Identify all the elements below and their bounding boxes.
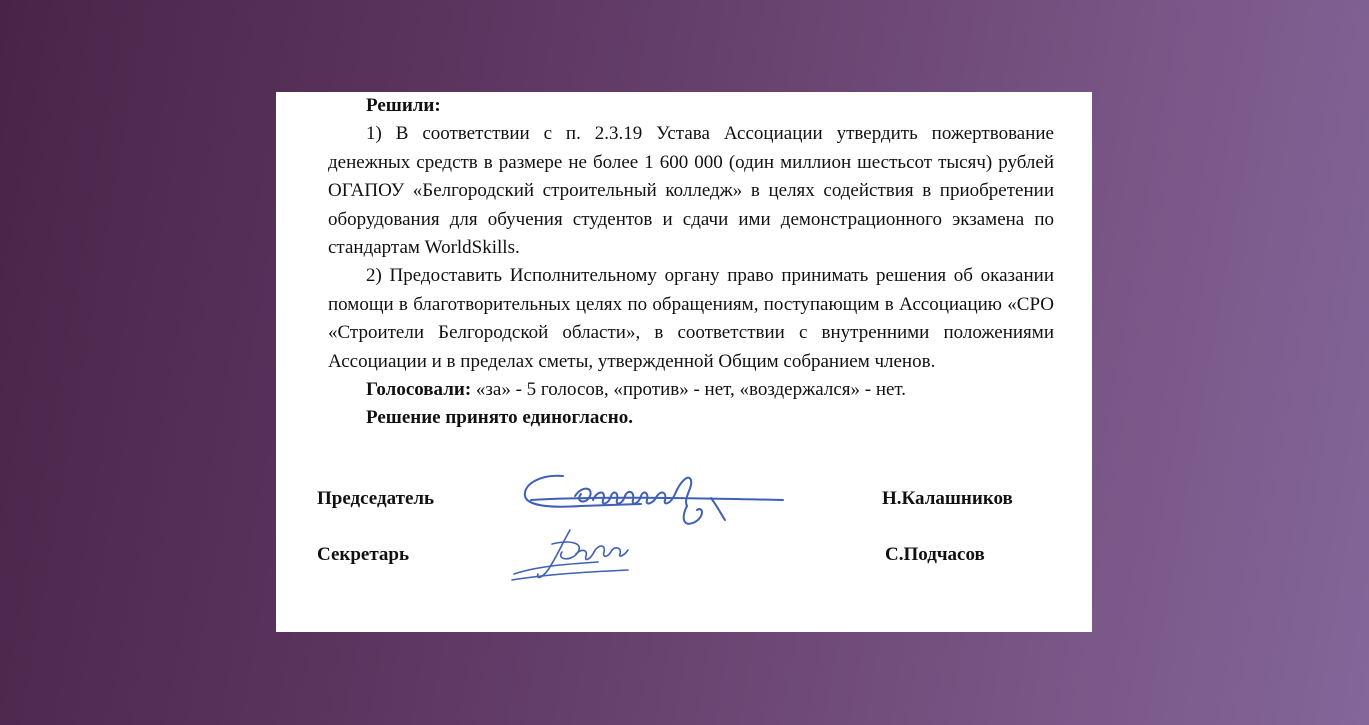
resolution-item-2: 2) Предоставить Исполнительному органу право принимать решения об оказании помощи в благотворительных целях по обращениям, поступающим в Ассоциацию «СРО «Строители Белгородской области», в соответствии с внутренними положениями Ассоциации и в пределах сметы, утвержденной Общим собранием членов. <box>328 265 1054 372</box>
resolution-text <box>328 92 1054 433</box>
document-page <box>276 92 1092 632</box>
decision-line: Решение принято единогласно. <box>366 407 634 429</box>
chairman-title: Председатель <box>317 488 435 509</box>
vote-text: «за» - 5 голосов, «против» - нет, «воздержался» - нет. <box>471 379 907 401</box>
vote-label: Голосовали: <box>366 379 472 401</box>
chairman-name: Н.Калашников <box>882 488 1013 509</box>
secretary-name: С.Подчасов <box>885 544 985 565</box>
vote-line <box>328 376 1054 404</box>
secretary-title: Секретарь <box>317 544 410 565</box>
secretary-signature <box>508 522 668 592</box>
resolution-item-1: 1) В соответствии с п. 2.3.19 Устава Ассоциации утвердить пожертвование денежных средств в размере не более 1 600 000 (один миллион шестьсот тысяч) рублей ОГАПОУ «Белгородский строительный колледж» в целях содействия в приобретении оборудования для обучения студентов и сдачи ими демонстрационного экзамена по стандартам WorldSkills. <box>328 123 1054 259</box>
resolution-heading: Решили: <box>366 95 441 116</box>
